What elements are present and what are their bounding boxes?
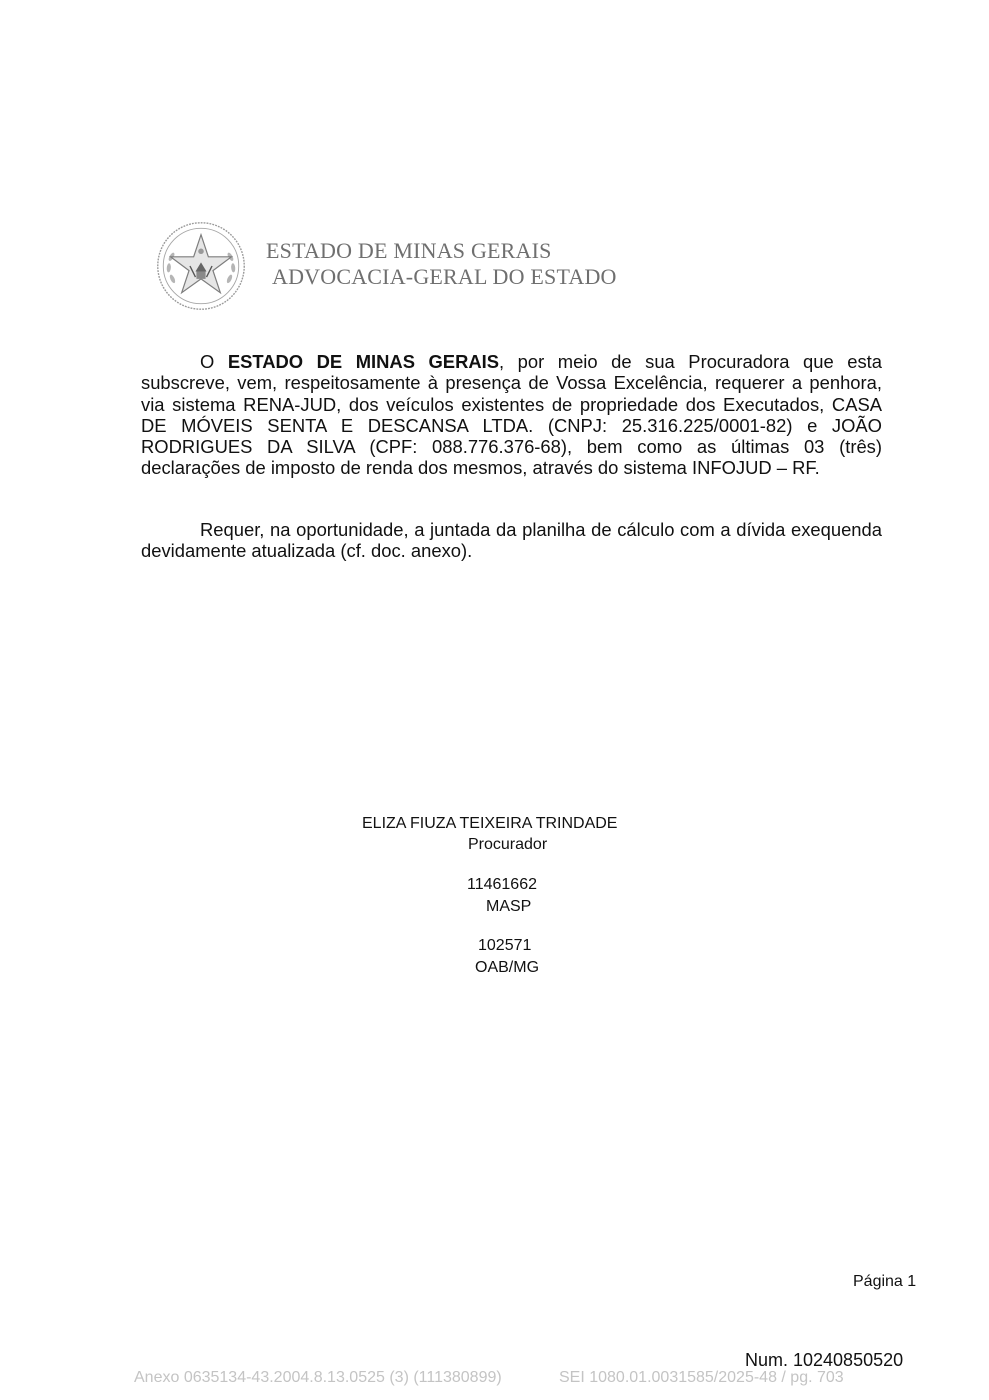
oab-label: OAB/MG [475,959,540,976]
footer-annex-reference: Anexo 0635134-43.2004.8.13.0525 (3) (111380899) [134,1369,502,1386]
header-state-name: ESTADO DE MINAS GERAIS [266,238,552,263]
paragraph-2-text: Requer, na oportunidade, a juntada da planilha de cálculo com a dívida exequenda devidamente atualizada (cf. doc. anexo). [141,519,882,562]
paragraph-lead: O [200,351,228,372]
masp-label: MASP [486,898,532,915]
signer-role: Procurador [468,836,548,853]
petition-paragraph-2 [141,519,882,562]
signer-name: ELIZA FIUZA TEIXEIRA TRINDADE [362,815,618,832]
paragraph-bold-party: ESTADO DE MINAS GERAIS [227,351,500,372]
oab-number: 102571 [478,937,532,954]
petition-paragraph-1 [141,351,882,479]
masp-number: 11461662 [467,876,537,893]
paragraph-body: , por meio de sua Procuradora que esta subscreve, vem, respeitosamente à presença de Vossa Excelência, requerer a penhora, via sistema RENA-JUD, dos veículos existentes de propriedade dos Executados, CASA DE MÓVEIS SENTA E DESCANSA LTDA. (CNPJ: 25.316.225/0001-82) e JOÃO RODRIGUES DA SILVA (CPF: 088.776.376-68), bem como as últimas 03 (três) declarações de imposto de renda dos mesmos, através do sistema INFOJUD – RF. [141,351,883,479]
coat-of-arms-icon [155,220,247,312]
page-number: Página 1 [853,1273,917,1290]
document-number: Num. 10240850520 [745,1350,904,1370]
footer-sei-reference: SEI 1080.01.0031585/2025-48 / pg. 703 [559,1369,844,1386]
header-agency-name: ADVOCACIA-GERAL DO ESTADO [272,264,617,289]
